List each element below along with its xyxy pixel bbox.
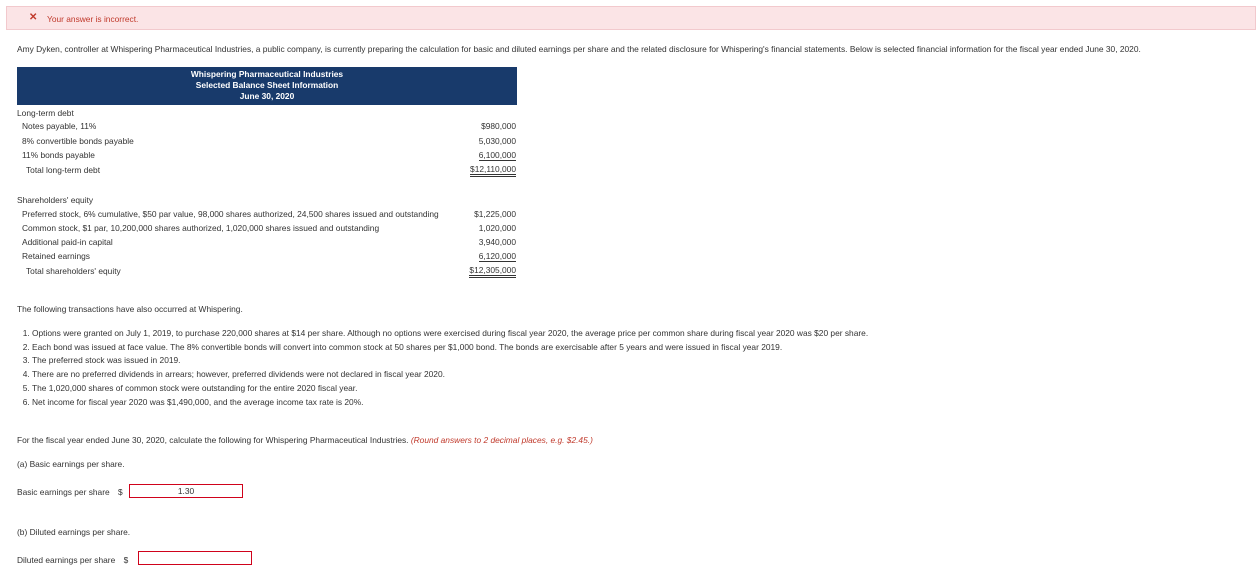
close-icon: ✕ xyxy=(29,12,38,23)
balance-sheet-subtitle: Selected Balance Sheet Information xyxy=(195,80,339,90)
lt-row-label: 8% convertible bonds payable xyxy=(22,136,134,146)
basic-eps-input[interactable] xyxy=(129,484,243,498)
se-row-label: Common stock, $1 par, 10,200,000 shares authorized, 1,020,000 shares issued and outstanding xyxy=(22,223,380,233)
list-item: 4. There are no preferred dividends in arrears; however, preferred dividends were not declared in fiscal year 2020. xyxy=(32,368,868,382)
currency-symbol: $ xyxy=(123,555,129,565)
lt-total-amount: $12,110,000 xyxy=(470,164,516,177)
se-heading: Shareholders' equity xyxy=(17,195,94,205)
lt-row-label: Notes payable, 11% xyxy=(22,121,97,131)
balance-sheet-title: Whispering Pharmaceutical Industries xyxy=(190,69,344,79)
part-b-heading: (b) Diluted earnings per share. xyxy=(17,527,131,537)
se-row-amount: 3,940,000 xyxy=(478,237,516,247)
lt-heading: Long-term debt xyxy=(17,108,74,118)
diluted-eps-input[interactable] xyxy=(138,551,252,565)
list-item: 6. Net income for fiscal year 2020 was $1,490,000, and the average income tax rate is 20%. xyxy=(32,396,868,410)
diluted-eps-label-text: Diluted earnings per share xyxy=(17,555,116,565)
part-a-heading: (a) Basic earnings per share. xyxy=(17,459,125,469)
question-text: For the fiscal year ended June 30, 2020, calculate the following for Whispering Pharmaceutical Industries. xyxy=(17,435,409,445)
balance-sheet-header xyxy=(17,67,517,105)
transactions-list xyxy=(17,327,868,409)
currency-symbol: $ xyxy=(117,487,123,497)
list-item: 1. Options were granted on July 1, 2019, to purchase 220,000 shares at $14 per share. Although no options were exercised during fiscal year 2020, the average price per common share during fiscal year 2020 was $20 per share. xyxy=(32,327,868,341)
se-total-amount: $12,305,000 xyxy=(469,265,516,278)
basic-eps-label-text: Basic earnings per share xyxy=(17,487,110,497)
se-total-label: Total shareholders' equity xyxy=(26,266,121,276)
lt-row-amount: 6,100,000 xyxy=(478,150,516,160)
lt-row-label: 11% bonds payable xyxy=(22,150,95,160)
intro-text: Amy Dyken, controller at Whispering Pharmaceutical Industries, a public company, is currently preparing the calculation for basic and diluted earnings per share and the related disclosure for Whispering's financial statements. Below is selected financial information for the fiscal year ended June 30, 2020. xyxy=(17,44,1141,54)
list-item: 3. The preferred stock was issued in 2019. xyxy=(32,354,868,368)
diluted-eps-label xyxy=(17,555,128,565)
transactions-intro: The following transactions have also occurred at Whispering. xyxy=(17,304,243,314)
list-item: 5. The 1,020,000 shares of common stock were outstanding for the entire 2020 fiscal year. xyxy=(32,382,868,396)
basic-eps-label xyxy=(17,487,123,497)
list-item: 2. Each bond was issued at face value. The 8% convertible bonds will convert into common stock at 50 shares per $1,000 bond. The bonds are exercisable after 5 years and were issued in fiscal year 2019. xyxy=(32,341,868,355)
lt-row-amount: 5,030,000 xyxy=(478,136,516,146)
se-row-label: Additional paid-in capital xyxy=(22,237,113,247)
se-row-label: Retained earnings xyxy=(22,251,90,261)
question-prompt xyxy=(17,435,593,445)
se-row-amount: 1,020,000 xyxy=(478,223,516,233)
feedback-message: Your answer is incorrect. xyxy=(47,14,139,24)
lt-total-label: Total long-term debt xyxy=(26,165,101,175)
lt-row-amount: $980,000 xyxy=(481,121,516,131)
balance-sheet-date: June 30, 2020 xyxy=(239,91,295,101)
feedback-banner xyxy=(6,6,1256,30)
se-row-amount: 6,120,000 xyxy=(478,251,516,261)
rounding-hint: (Round answers to 2 decimal places, e.g. $2.45.) xyxy=(410,435,593,445)
se-row-amount: $1,225,000 xyxy=(474,209,516,219)
se-row-label: Preferred stock, 6% cumulative, $50 par value, 98,000 shares authorized, 24,500 shares issued and outstanding xyxy=(22,209,439,219)
